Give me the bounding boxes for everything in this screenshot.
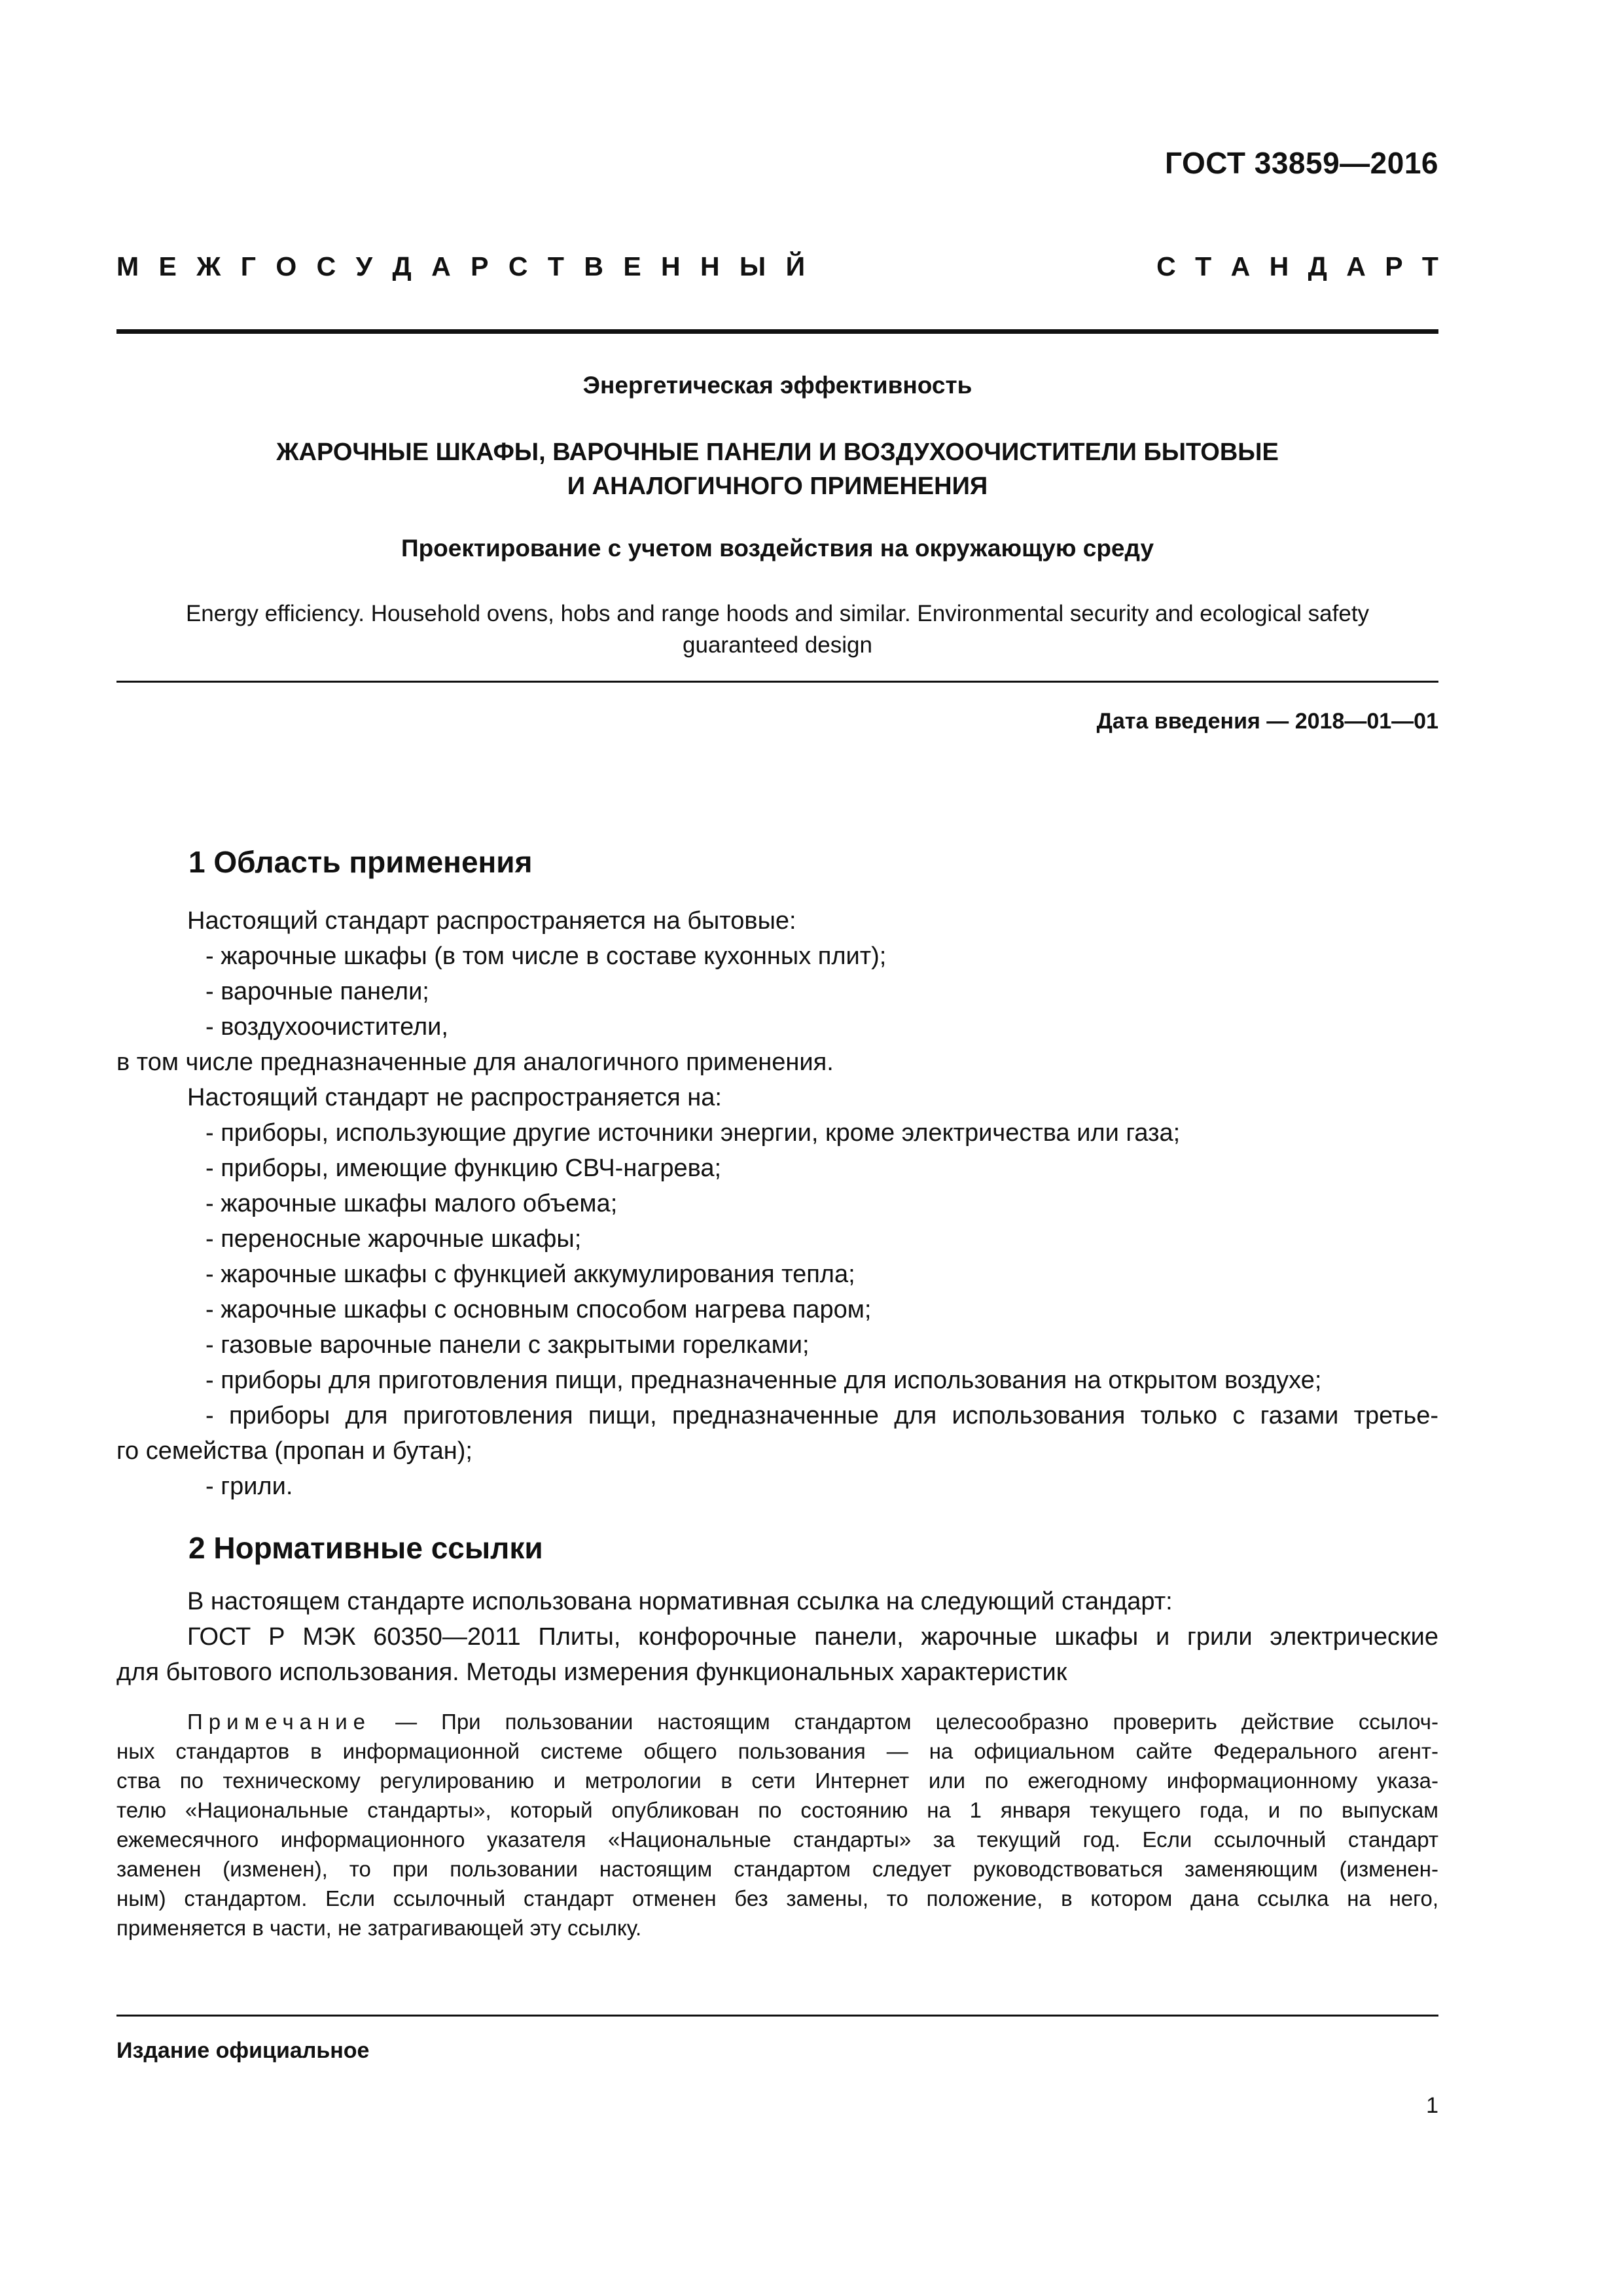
paragraph-line: Настоящий стандарт не распространяется на: xyxy=(187,1084,722,1111)
interstate-standard-banner xyxy=(116,251,1438,282)
edition-label: Издание официальное xyxy=(116,2038,370,2063)
list-item: - жарочные шкафы (в том числе в составе кухонных плит); xyxy=(205,942,887,970)
list-item: - приборы для приготовления пищи, предназначенные для использования только с газами третье- xyxy=(205,1402,1438,1429)
title-main-line1: ЖАРОЧНЫЕ ШКАФЫ, ВАРОЧНЫЕ ПАНЕЛИ И ВОЗДУХООЧИСТИТЕЛИ БЫТОВЫЕ xyxy=(276,439,1279,466)
paragraph-line: В настоящем стандарте использована нормативная ссылка на следующий стандарт: xyxy=(187,1588,1173,1615)
list-item: - приборы, имеющие функцию СВЧ-нагрева; xyxy=(205,1155,722,1182)
list-item: - жарочные шкафы малого объема; xyxy=(205,1190,618,1217)
list-item: - приборы для приготовления пищи, предназначенные для использования на открытом воздухе; xyxy=(205,1367,1322,1394)
note-line xyxy=(116,1707,1438,1736)
interstate-word: М Е Ж Г О С У Д А Р С Т В Е Н Н Ы Й xyxy=(116,251,806,281)
list-item: - грили. xyxy=(205,1473,293,1500)
reference-line: для бытового использования. Методы измерения функциональных характеристик xyxy=(116,1659,1067,1686)
note-line: заменен (изменен), то при пользовании настоящим стандартом следует руководствоваться заменяющим (изменен- xyxy=(116,1857,1438,1881)
list-item: - воздухоочистители, xyxy=(205,1013,448,1041)
note-line: ным) стандартом. Если ссылочный стандарт отменен без замены, то положение, в котором дана ссылка на него, xyxy=(116,1886,1438,1910)
gost-number: ГОСТ 33859—2016 xyxy=(1165,146,1438,180)
introduction-date: Дата введения — 2018—01—01 xyxy=(1096,709,1438,734)
title-energy: Энергетическая эффективность xyxy=(582,372,972,399)
note-label: Примечание xyxy=(187,1710,372,1734)
section-1-body xyxy=(116,903,1438,1504)
list-item: - газовые варочные панели с закрытыми горелками; xyxy=(205,1331,810,1359)
note-text: — При пользовании настоящим стандартом целесообразно проверить действие ссылоч- xyxy=(371,1710,1438,1734)
title-english-line1: Energy efficiency. Household ovens, hobs and range hoods and similar. Environmental security and ecological safety xyxy=(185,601,1370,626)
note-line: телю «Национальные стандарты», который опубликован по состоянию на 1 января текущего года, и по выпускам xyxy=(116,1798,1438,1822)
section-2-body xyxy=(116,1584,1438,1690)
paragraph-line: Настоящий стандарт распространяется на бытовые: xyxy=(187,907,796,935)
note-line: ных стандартов в информационной системе общего пользования — на официальном сайте Федерального агент- xyxy=(116,1739,1438,1763)
footer-divider xyxy=(116,2015,1438,2017)
list-item: - приборы, использующие другие источники энергии, кроме электричества или газа; xyxy=(205,1119,1181,1147)
title-main-line2: И АНАЛОГИЧНОГО ПРИМЕНЕНИЯ xyxy=(567,473,988,500)
list-item: - переносные жарочные шкафы; xyxy=(205,1225,582,1253)
standard-word: С Т А Н Д А Р Т xyxy=(1156,251,1438,281)
list-item-continuation: го семейства (пропан и бутан); xyxy=(116,1437,473,1465)
title-design: Проектирование с учетом воздействия на окружающую среду xyxy=(401,535,1154,562)
note-block xyxy=(116,1707,1438,1943)
note-line: ежемесячного информационного указателя «Национальные стандарты» за текущий год. Если ссылочный стандарт xyxy=(116,1827,1438,1852)
top-divider xyxy=(116,329,1438,334)
paragraph-line: в том числе предназначенные для аналогичного применения. xyxy=(116,1049,834,1076)
list-item: - жарочные шкафы с основным способом нагрева паром; xyxy=(205,1296,872,1323)
page-number: 1 xyxy=(1426,2093,1438,2118)
title-divider xyxy=(116,681,1438,683)
note-line: ства по техническому регулированию и метрологии в сети Интернет или по ежегодному информационному указа- xyxy=(116,1768,1438,1793)
list-item: - варочные панели; xyxy=(205,978,429,1005)
section-1-title: 1 Область применения xyxy=(188,845,533,879)
list-item: - жарочные шкафы с функцией аккумулирования тепла; xyxy=(205,1261,855,1288)
title-english-line2: guaranteed design xyxy=(683,632,872,658)
section-2-title: 2 Нормативные ссылки xyxy=(188,1531,543,1565)
reference-line: ГОСТ Р МЭК 60350—2011 Плиты, конфорочные панели, жарочные шкафы и грили электрические xyxy=(187,1623,1438,1651)
note-line: применяется в части, не затрагивающей эту ссылку. xyxy=(116,1916,642,1940)
title-main xyxy=(116,435,1438,503)
title-english xyxy=(116,598,1438,661)
